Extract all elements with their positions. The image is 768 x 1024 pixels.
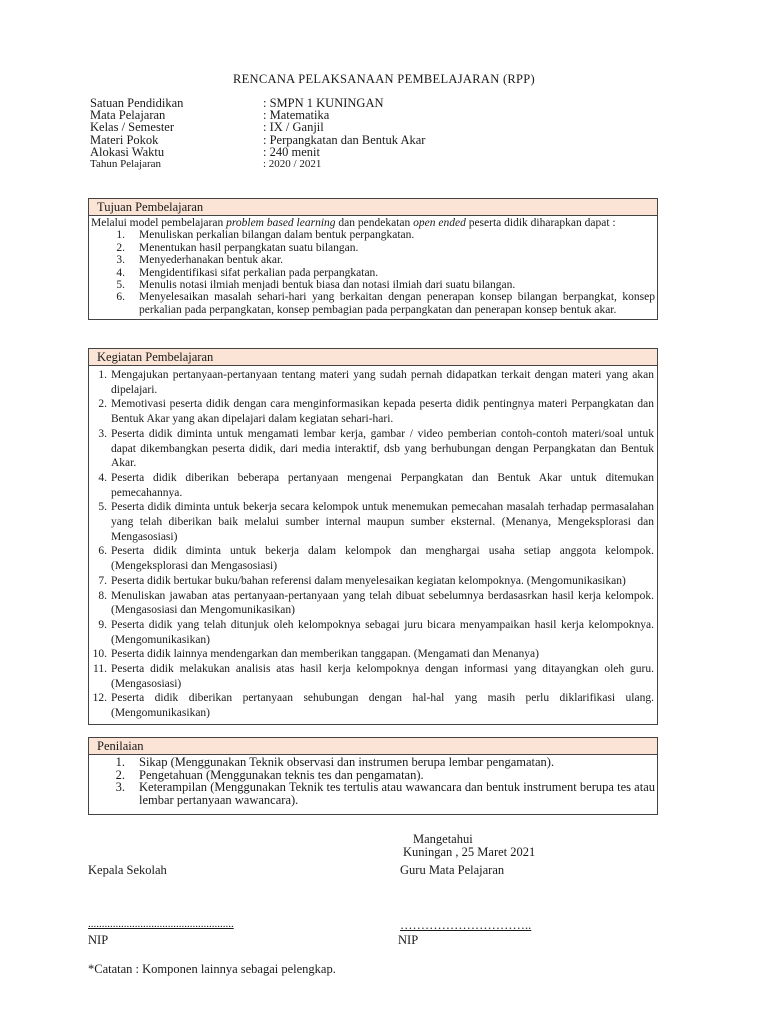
info-value: : 2020 / 2021 xyxy=(263,158,322,171)
list-item-text: Mengidentifikasi sifat perkalian pada perpangkatan. xyxy=(139,266,379,279)
list-item-text: Pengetahuan (Menggunakan teknis tes dan pengamatan). xyxy=(139,767,424,782)
info-value: : IX / Ganjil xyxy=(263,120,324,135)
list-item-text: Sikap (Menggunakan Teknik observasi dan instrumen berupa lembar pengamatan). xyxy=(139,755,555,769)
list-item-text: Menyelesaikan masalah sehari-hari yang berkaitan dengan penerapan konsep bilangan berpangkat, konsep perkalian pada perpangkatan, konsep pembagian pada perpangkatan dan penerapan konsep bentuk akar. xyxy=(139,291,655,316)
list-item-text: Peserta didik bertukar buku/bahan referensi dalam menyelesaikan kegiatan kelompoknya. (Mengomunikasikan) xyxy=(111,574,626,587)
list-item: 3. Keterampilan (Menggunakan Teknik tes tertulis atau wawancara dan bentuk instrument berupa tes atau lembar pertanyaan wawancara). xyxy=(115,780,655,807)
list-item-text: Peserta didik lainnya mendengarkan dan memberikan tanggapan. (Mengamati dan Menanya) xyxy=(111,648,539,661)
kegiatan-heading: Kegiatan Pembelajaran xyxy=(89,349,657,366)
intro-text: dan pendekatan xyxy=(335,217,414,229)
info-row-alokasi xyxy=(90,146,490,158)
info-row-tahun xyxy=(90,158,490,170)
intro-emphasis: problem based learning xyxy=(226,217,336,229)
guru-nip: NIP xyxy=(398,933,419,947)
list-item-text: Peserta didik yang telah ditunjuk oleh kelompoknya sebagai juru bicara menyampaikan hasil kerja kelompoknya. (Mengomunikasikan) xyxy=(111,618,654,646)
list-item: 1. Mengajukan pertanyaan-pertanyaan tentang materi yang sudah pernah didapatkan terkait dengan materi yang akan dipelajari. xyxy=(98,369,654,396)
info-label: Alokasi Waktu xyxy=(90,144,165,159)
list-item-text: Peserta didik diberikan beberapa pertanyaan mengenai Perpangkatan dan Bentuk Akar untuk ditemukan pemecahannya. xyxy=(111,471,654,499)
list-item-text: Menulis notasi ilmiah menjadi bentuk biasa dan notasi ilmiah dari suatu bilangan. xyxy=(139,279,516,292)
list-item: 6. Peserta didik diminta untuk bekerja dalam kelompok dan menghargai usaha setiap anggota kelompok. (Mengeksplorasi dan Mengasosiasi) xyxy=(98,545,654,573)
list-item-text: Peserta didik diminta untuk bekerja dalam kelompok dan menghargai usaha setiap anggota kelompok. (Mengeksplorasi dan Mengasosiasi) xyxy=(111,545,654,573)
info-label: Satuan Pendidikan xyxy=(90,96,184,110)
info-row-kelas xyxy=(90,121,490,133)
penilaian-heading: Penilaian xyxy=(89,738,657,755)
intro-text: peserta didik diharapkan dapat : xyxy=(465,217,616,229)
list-item-text: Memotivasi peserta didik dengan cara menginformasikan kepada peserta didik pentingnya materi Perpangkatan dan Bentuk Akar yang akan dipelajari dalam kegiatan sehari-hari. xyxy=(111,398,654,426)
kepala-nip: NIP xyxy=(88,933,109,947)
list-item-text: Peserta didik diberikan pertanyaan sehubungan dengan hal-hal yang masih perlu diklarifikasi ulang. (Mengomunikasikan) xyxy=(111,692,654,720)
guru-signature-line: ………………………….. xyxy=(400,918,532,932)
info-label: Mata Pelajaran xyxy=(90,108,166,123)
info-label: Tahun Pelajaran xyxy=(90,158,162,171)
info-label: Materi Pokok xyxy=(90,132,159,147)
kepala-signature-line: ..................................................... xyxy=(88,918,234,930)
info-value: : Perpangkatan dan Bentuk Akar xyxy=(263,132,426,147)
list-item: 3. Peserta didik diminta untuk mengamati lembar kerja, gambar / video pemberian contoh-contoh materi/soal untuk dapat dikembangkan peserta didik, dari media interaktif, dsb yang berhubungan dengan Perpangkatan dan Bentuk Akar. xyxy=(98,427,654,470)
list-item-text: Menuliskan perkalian bilangan dalam bentuk perpangkatan. xyxy=(139,229,415,242)
list-item: 11. Peserta didik melakukan analisis atas hasil kerja kelompoknya dengan informasi yang ditayangkan oleh guru. (Mengasosiasi) xyxy=(93,663,654,690)
intro-emphasis: open ended xyxy=(413,217,466,229)
document-title: RENCANA PELAKSANAAN PEMBELAJARAN (RPP) xyxy=(232,72,536,86)
mengetahui-label: Mangetahui xyxy=(413,832,473,846)
list-item: 10. Peserta didik lainnya mendengarkan dan memberikan tanggapan. (Mengamati dan Menanya) xyxy=(89,647,654,662)
list-item: 6. Menyelesaikan masalah sehari-hari yang berkaitan dengan penerapan konsep bilangan berpangkat, konsep perkalian pada perpangkatan, konsep pembagian pada perpangkatan dan penerapan konsep bentuk akar. xyxy=(116,291,655,316)
kegiatan-section xyxy=(88,348,658,725)
list-item: 7. Peserta didik bertukar buku/bahan referensi dalam menyelesaikan kegiatan kelompoknya. (Mengomunikasikan) xyxy=(89,574,654,589)
place-date: Kuningan , 25 Maret 2021 xyxy=(403,845,536,859)
info-value: : 240 menit xyxy=(263,144,320,159)
list-item: 4. Mengidentifikasi sifat perkalian pada perpangkatan. xyxy=(89,267,655,279)
list-item: 2. Menentukan hasil perpangkatan suatu bilangan. xyxy=(89,242,655,254)
tujuan-list xyxy=(89,229,657,319)
list-item: 5. Menulis notasi ilmiah menjadi bentuk biasa dan notasi ilmiah dari suatu bilangan. xyxy=(89,279,655,291)
tujuan-section xyxy=(88,198,658,320)
list-item: 1. Menuliskan perkalian bilangan dalam bentuk perpangkatan. xyxy=(89,229,655,241)
list-item-text: Peserta didik diminta untuk mengamati lembar kerja, gambar / video pemberian contoh-contoh materi/soal untuk dapat dikembangkan peserta didik, dari media interaktif, dsb yang berhubungan dengan Perpangkatan dan Bentuk Akar. xyxy=(111,427,654,470)
list-item-text: Menuliskan jawaban atas pertanyaan-pertanyaan yang telah dibuat sebelumnya berdasasrkan hasil kerja kelompok. (Mengasosiasi dan Mengomunikasikan) xyxy=(111,589,654,617)
list-item-text: Keterampilan (Menggunakan Teknik tes tertulis atau wawancara dan bentuk instrument berupa tes atau lembar pertanyaan wawancara). xyxy=(139,780,655,807)
tujuan-heading: Tujuan Pembelajaran xyxy=(89,199,657,216)
info-value: : Matematika xyxy=(263,108,330,123)
kepala-sekolah-label: Kepala Sekolah xyxy=(88,863,167,877)
kegiatan-list xyxy=(89,366,657,724)
guru-label: Guru Mata Pelajaran xyxy=(400,863,505,877)
list-item-text: Peserta didik diminta untuk bekerja secara kelompok untuk menemukan pemecahan masalah terhadap permasalahan yang telah diberikan baik melalui sumber internal maupun sumber eksternal. (Menanya, Mengeksplorasi dan Mengasosiasi) xyxy=(111,501,654,543)
list-item: 12. Peserta didik diberikan pertanyaan sehubungan dengan hal-hal yang masih perlu diklarifikasi ulang. (Mengomunikasikan) xyxy=(92,692,654,720)
list-item: 3. Menyederhanakan bentuk akar. xyxy=(89,254,655,266)
info-block xyxy=(90,97,490,170)
info-label: Kelas / Semester xyxy=(90,120,175,135)
list-item: 9. Peserta didik yang telah ditunjuk oleh kelompoknya sebagai juru bicara menyampaikan hasil kerja kelompoknya. (Mengomunikasikan) xyxy=(98,618,654,646)
list-item-text: Peserta didik melakukan analisis atas hasil kerja kelompoknya dengan informasi yang ditayangkan oleh guru. (Mengasosiasi) xyxy=(111,663,654,690)
list-item: 4. Peserta didik diberikan beberapa pertanyaan mengenai Perpangkatan dan Bentuk Akar untuk ditemukan pemecahannya. xyxy=(98,471,654,499)
list-item-text: Menentukan hasil perpangkatan suatu bilangan. xyxy=(139,241,359,254)
list-item-text: Menyederhanakan bentuk akar. xyxy=(139,254,284,267)
intro-text: Melalui model pembelajaran xyxy=(91,217,227,229)
list-item: 8. Menuliskan jawaban atas pertanyaan-pertanyaan yang telah dibuat sebelumnya berdasasrkan hasil kerja kelompok. (Mengasosiasi dan Mengomunikasikan) xyxy=(98,589,654,617)
list-item: 2. Pengetahuan (Menggunakan teknis tes dan pengamatan). xyxy=(89,769,655,782)
tujuan-intro xyxy=(89,216,657,229)
info-value: : SMPN 1 KUNINGAN xyxy=(263,96,384,110)
penilaian-section xyxy=(88,737,658,815)
list-item: 5. Peserta didik diminta untuk bekerja secara kelompok untuk menemukan pemecahan masalah terhadap permasalahan yang telah diberikan baik melalui sumber internal maupun sumber eksternal. (Menanya, Mengeksplorasi dan Mengasosiasi) xyxy=(98,501,654,543)
list-item: 1. Sikap (Menggunakan Teknik observasi dan instrumen berupa lembar pengamatan). xyxy=(89,756,655,769)
list-item: 2. Memotivasi peserta didik dengan cara menginformasikan kepada peserta didik pentingnya materi Perpangkatan dan Bentuk Akar yang akan dipelajari dalam kegiatan sehari-hari. xyxy=(98,398,654,426)
info-row-materi xyxy=(90,134,490,146)
catatan-note: *Catatan : Komponen lainnya sebagai pelengkap. xyxy=(88,962,336,976)
list-item-text: Mengajukan pertanyaan-pertanyaan tentang materi yang sudah pernah didapatkan terkait dengan materi yang akan dipelajari. xyxy=(111,369,654,396)
penilaian-list xyxy=(89,755,657,814)
